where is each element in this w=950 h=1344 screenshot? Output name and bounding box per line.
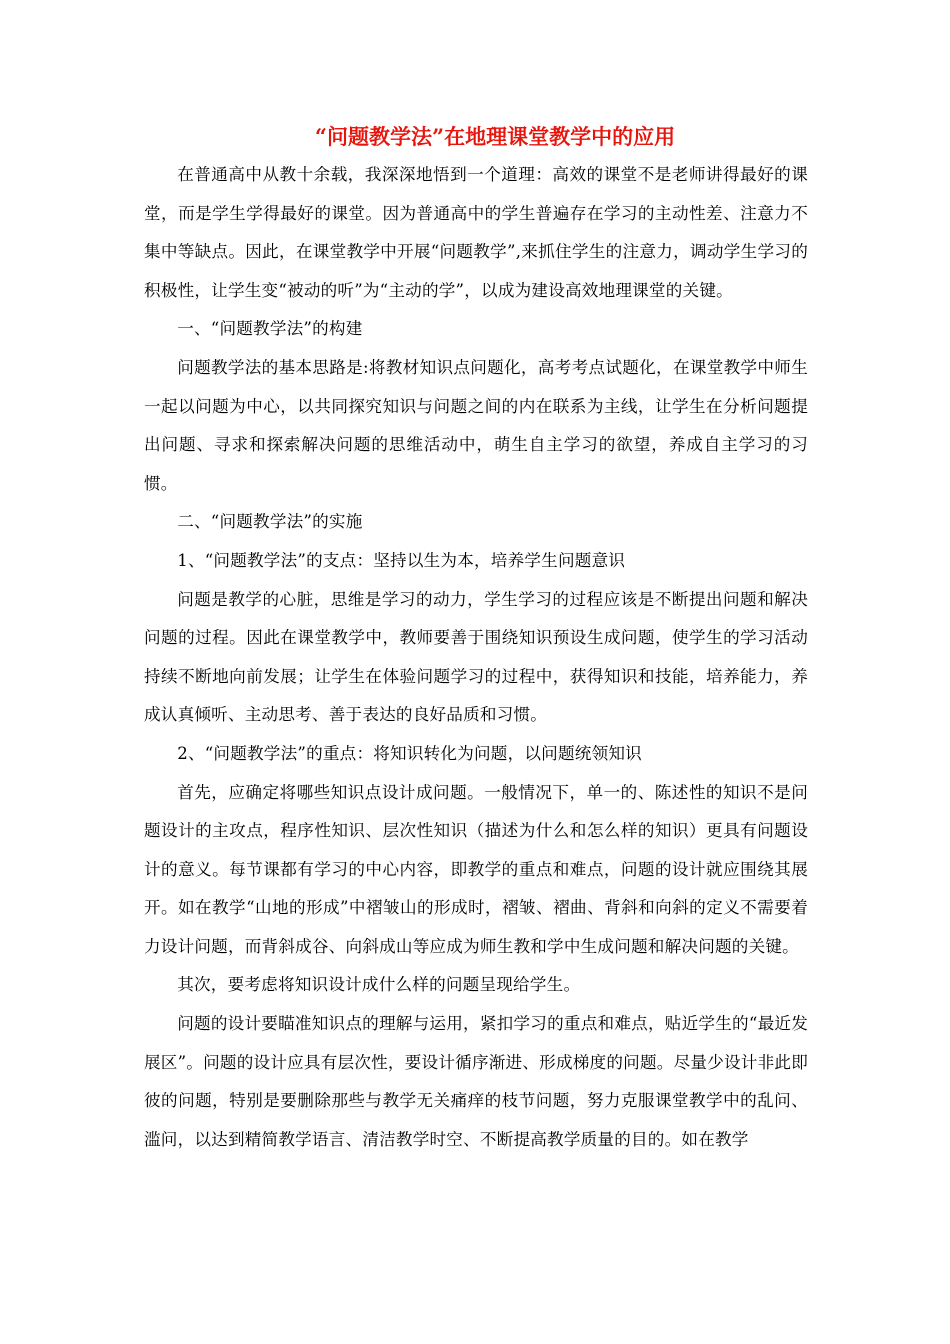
paragraph-second: 其次，要考虑将知识设计成什么样的问题呈现给学生。 [177, 975, 581, 995]
section-heading-implementation: 二、“问题教学法”的实施 [177, 512, 363, 532]
subsection-heading-fulcrum: 1、“问题教学法”的支点：坚持以生为本，培养学生问题意识 [177, 550, 626, 570]
paragraph-intro: 在普通高中从教十余载，我深深地悟到一个道理：高效的课堂不是老师讲得最好的课堂，而是学生学得最好的课堂。因为普通高中的学生普遍存在学习的主动性差、注意力不集中等缺点。因此，在课堂教学中开展“问题教学”,来抓住学生的注意力，调动学生学习的积极性，让学生变“被动的听”为“主动的学”，以成为建设高效地理课堂的关键。 [144, 165, 808, 300]
subsection-heading-focus: 2、“问题教学法”的重点：将知识转化为问题，以问题统领知识 [177, 743, 642, 763]
section-heading-construction: 一、“问题教学法”的构建 [177, 319, 363, 339]
paragraph-question-design: 问题的设计要瞄准知识点的理解与运用，紧扣学习的重点和难点，贴近学生的“最近发展区”。问题的设计应具有层次性，要设计循序渐进、形成梯度的问题。尽量少设计非此即彼的问题，特别是要删除那些与教学无关痛痒的枝节问题，努力克服课堂教学中的乱问、滥问，以达到精简教学语言、清洁教学时空、不断提高教学质量的目的。如在教学 [144, 1014, 808, 1149]
document-page [144, 118, 808, 1159]
document-title: “问题教学法”在地理课堂教学中的应用 [314, 124, 676, 149]
paragraph-first: 首先，应确定将哪些知识点设计成问题。一般情况下，单一的、陈述性的知识不是问题设计的主攻点，程序性知识、层次性知识（描述为什么和怎么样的知识）更具有问题设计的意义。每节课都有学习的中心内容，即教学的重点和难点，问题的设计就应围绕其展开。如在教学“山地的形成”中褶皱山的形成时，褶皱、褶曲、背斜和向斜的定义不需要着力设计问题，而背斜成谷、向斜成山等应成为师生教和学中生成问题和解决问题的关键。 [144, 782, 808, 956]
paragraph-fulcrum: 问题是教学的心脏，思维是学习的动力，学生学习的过程应该是不断提出问题和解决问题的过程。因此在课堂教学中，教师要善于围绕知识预设生成问题，使学生的学习活动持续不断地向前发展；让学生在体验问题学习的过程中，获得知识和技能，培养能力，养成认真倾听、主动思考、善于表达的良好品质和习惯。 [144, 589, 808, 725]
paragraph-construction: 问题教学法的基本思路是:将教材知识点问题化，高考考点试题化，在课堂教学中师生一起以问题为中心，以共同探究知识与问题之间的内在联系为主线，让学生在分析问题提出问题、寻求和探索解决问题的思维活动中，萌生自主学习的欲望，养成自主学习的习惯。 [144, 357, 808, 493]
